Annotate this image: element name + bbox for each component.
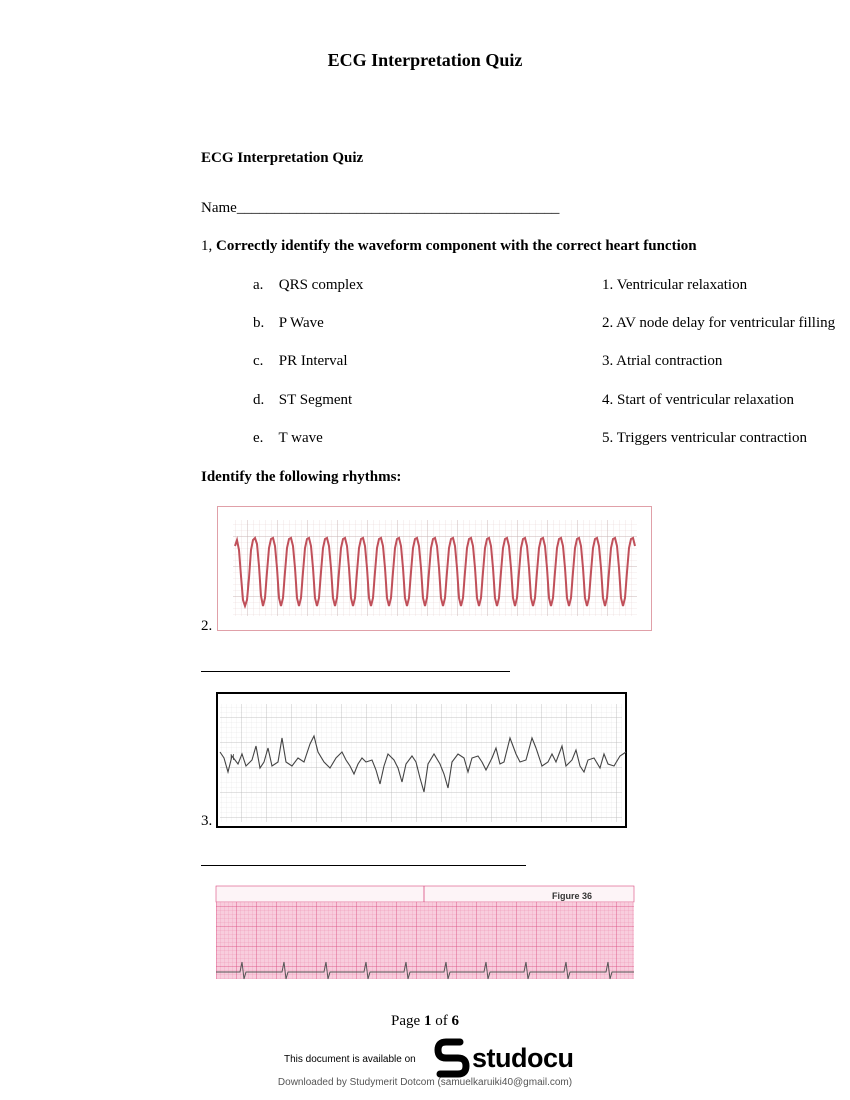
match-term: QRS complex <box>278 277 364 293</box>
rhythms-heading: Identify the following rhythms: <box>201 469 402 485</box>
match-function-1: 1. Ventricular relaxation <box>602 277 748 293</box>
figure-label: Figure 36 <box>552 891 593 901</box>
section-title: ECG Interpretation Quiz <box>201 150 364 166</box>
match-function-2: 2. AV node delay for ventricular filling <box>602 315 836 331</box>
match-function-5: 5. Triggers ventricular contraction <box>602 430 807 446</box>
match-item-c <box>253 353 348 370</box>
name-field: Name___________________________________________ <box>201 200 560 216</box>
page-total: 6 <box>451 1013 459 1029</box>
page-number <box>0 1013 850 1030</box>
page-of: of <box>431 1013 452 1029</box>
match-item-b <box>253 315 324 332</box>
page-prefix: Page <box>391 1013 424 1029</box>
match-function-4: 4. Start of ventricular relaxation <box>602 392 795 408</box>
match-letter: a. <box>253 277 264 293</box>
lead-label: II <box>230 753 235 762</box>
question-3-number: 3. <box>201 813 213 829</box>
match-term: PR Interval <box>278 353 348 369</box>
ecg-strip-2 <box>216 692 627 828</box>
answer-line-2 <box>201 671 510 672</box>
question-1-number: 1, <box>201 238 213 254</box>
match-letter: c. <box>253 353 264 369</box>
match-letter: e. <box>253 430 264 446</box>
question-1 <box>201 238 751 255</box>
studocu-wordmark: studocu <box>472 1042 574 1073</box>
downloaded-by: Downloaded by Studymerit Dotcom (samuelkaruiki40@gmail.com) <box>277 1077 573 1088</box>
ecg-strip-3 <box>216 886 634 979</box>
match-item-d <box>253 392 352 409</box>
question-2-number: 2. <box>201 618 213 634</box>
answer-line-3 <box>201 865 526 866</box>
available-on-text: This document is available on <box>284 1054 416 1065</box>
match-term: T wave <box>278 430 323 446</box>
page-title: ECG Interpretation Quiz <box>327 50 523 70</box>
match-letter: b. <box>253 315 265 331</box>
studocu-logo-icon <box>436 1040 468 1076</box>
match-function-3: 3. Atrial contraction <box>602 353 723 369</box>
match-term: ST Segment <box>278 392 353 408</box>
page-current: 1 <box>423 1013 432 1029</box>
question-1-text: Correctly identify the waveform component with the correct heart function <box>216 238 697 254</box>
match-letter: d. <box>253 392 265 408</box>
studocu-logo[interactable] <box>436 1040 574 1076</box>
match-item-a <box>253 277 363 294</box>
ecg-strip-1 <box>217 506 652 631</box>
match-term: P Wave <box>278 315 324 331</box>
match-item-e <box>253 430 323 447</box>
